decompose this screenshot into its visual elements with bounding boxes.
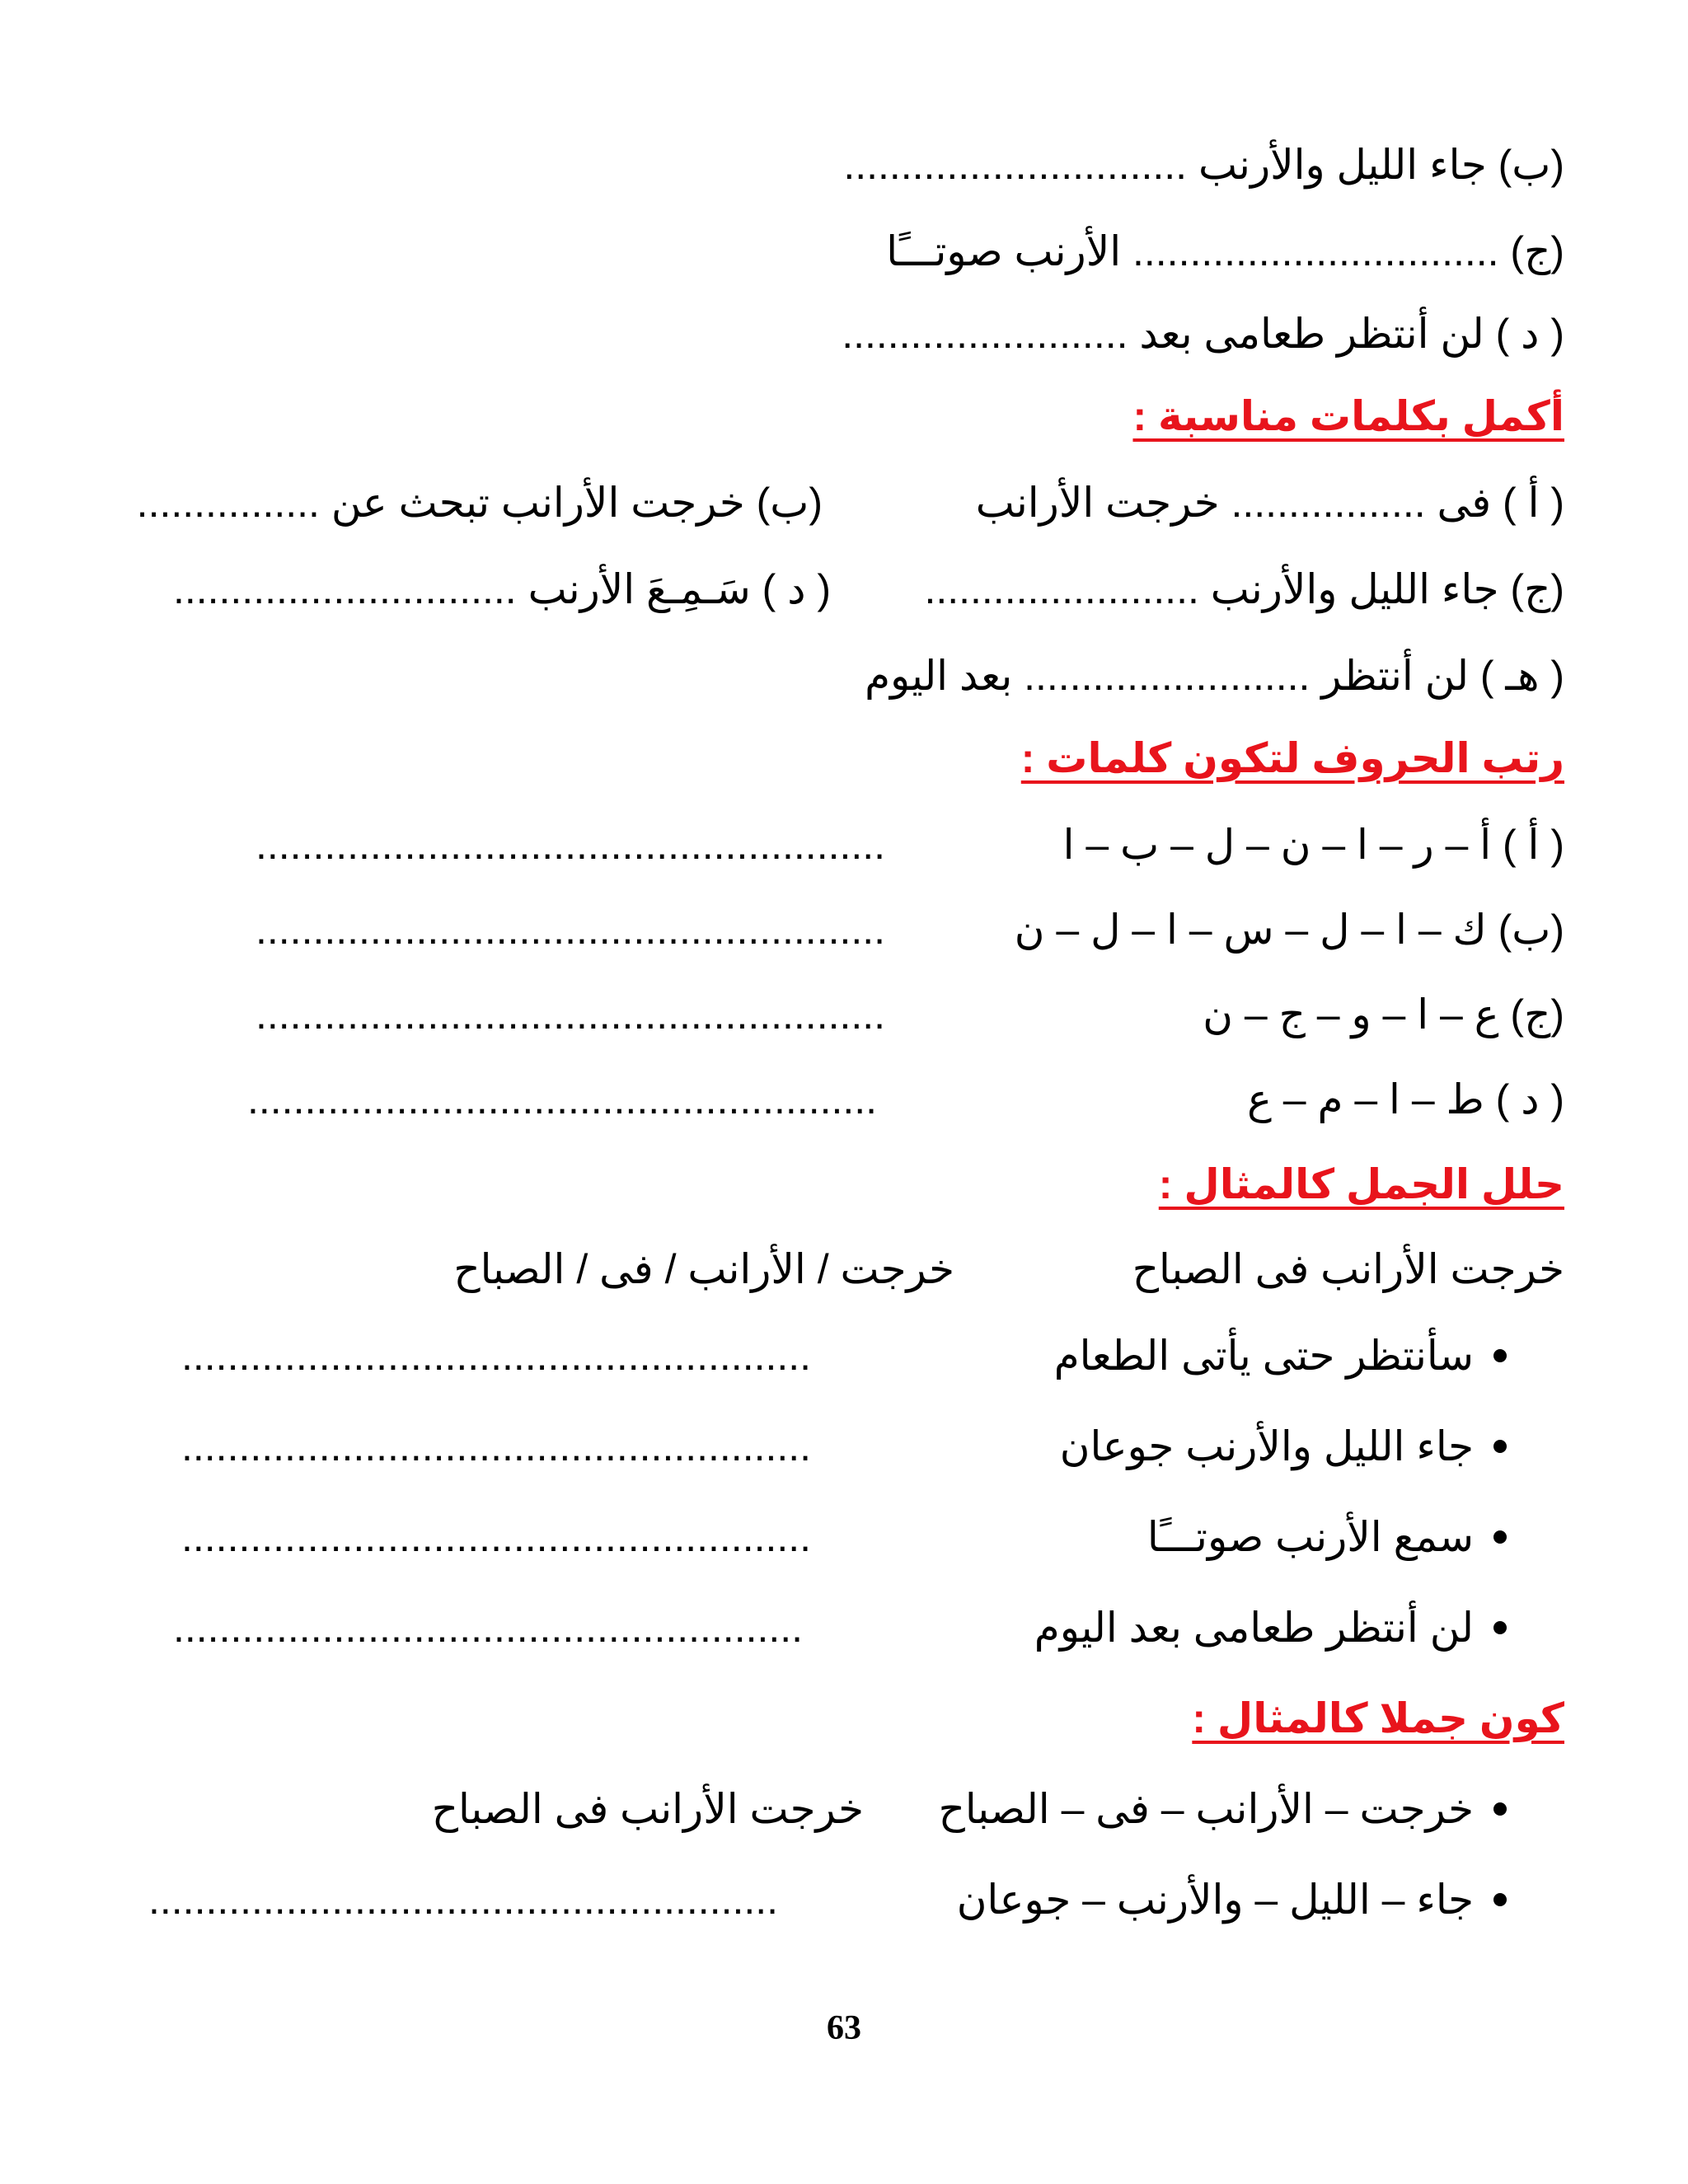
letters-item: ( أ ) أ – ر – ا – ن – ل – ب – ا (1062, 822, 1564, 868)
bullet-icon (1493, 1802, 1507, 1816)
complete-item: (ب) خرجت الأرانب تبحث عن ................ (136, 480, 823, 526)
line-text: ( د ) لن أنتظر طعامى بعد ......................... (842, 311, 1564, 357)
answer-dots: ....................................................... (256, 907, 886, 953)
exercise-line-j (124, 223, 1564, 280)
bullet-icon (1493, 1893, 1507, 1906)
example-sentence: خرجت الأرانب فى الصباح (1132, 1246, 1564, 1292)
line-text: (ج) ................................ الأرنب صوتـــًا (886, 228, 1564, 274)
item-sentence: سمع الأرنب صوتـــًا (1146, 1514, 1474, 1560)
letters-item: ( د ) ط – ا – م – ع (1247, 1076, 1564, 1122)
analyze-example (124, 1240, 1564, 1298)
answer-dots: ....................................................... (148, 1877, 779, 1923)
bullet-icon (1493, 1440, 1507, 1453)
arrange-row (124, 816, 1564, 874)
letters-item: (ج) ع – ا – و – ج – ن (1203, 991, 1564, 1038)
item-words: جاء – الليل – والأرنب – جوعان (956, 1877, 1474, 1923)
complete-row (124, 560, 1564, 618)
complete-item: (ج) جاء الليل والأرنب ........................ (924, 566, 1564, 612)
answer-dots: ....................................................... (256, 991, 886, 1038)
analyze-item (124, 1508, 1564, 1566)
section-heading-complete: أكمل بكلمات مناسبة : (1132, 393, 1564, 439)
answer-dots: ....................................................... (181, 1514, 812, 1560)
section-heading-form-sentences: كون جملا كالمثال : (1192, 1695, 1564, 1741)
answer-dots: ....................................................... (247, 1076, 878, 1122)
answer-dots: ....................................................... (173, 1605, 804, 1651)
item-sentence: لن أنتظر طعامى بعد اليوم (1034, 1605, 1474, 1651)
letters-item: (ب) ك – ا – ل – س – ا – ل – ن (1014, 907, 1564, 953)
bullet-icon (1493, 1349, 1507, 1362)
complete-item: ( أ ) فى ................. خرجت الأرانب (975, 480, 1564, 526)
form-item (124, 1871, 1564, 1929)
arrange-row (124, 1071, 1564, 1128)
example-answer: خرجت / الأرانب / فى / الصباح (453, 1246, 954, 1292)
answer-dots: ....................................................... (181, 1333, 812, 1379)
line-text: (ب) جاء الليل والأرنب .............................. (843, 142, 1564, 188)
item-sentence: سأنتظر حتى يأتى الطعام (1053, 1333, 1474, 1379)
item-sentence: جاء الليل والأرنب جوعان (1059, 1423, 1474, 1469)
analyze-item (124, 1599, 1564, 1657)
arrange-row (124, 901, 1564, 958)
answer-dots: ....................................................... (256, 822, 886, 868)
form-item (124, 1780, 1564, 1838)
answer-dots: ....................................................... (181, 1423, 812, 1469)
complete-item: ( هـ ) لن أنتظر ......................... بعد اليوم (865, 653, 1564, 699)
arrange-row (124, 986, 1564, 1043)
section-heading-analyze: حلل الجمل كالمثال : (1158, 1161, 1564, 1207)
example-answer: خرجت الأرانب فى الصباح (431, 1786, 864, 1832)
page-number: 63 (827, 2009, 861, 2047)
analyze-item (124, 1418, 1564, 1475)
bullet-icon (1493, 1530, 1507, 1544)
item-words: خرجت – الأرانب – فى – الصباح (938, 1786, 1474, 1832)
section-heading-arrange-letters: رتب الحروف لتكون كلمات : (1020, 735, 1564, 781)
complete-item: ( د ) سَـمِـعَ الأرنب .............................. (172, 566, 831, 612)
bullet-icon (1493, 1621, 1507, 1634)
exercise-line-b (124, 136, 1564, 194)
exercise-line-d (124, 305, 1564, 363)
complete-row (124, 647, 1564, 705)
analyze-item (124, 1327, 1564, 1385)
complete-row (124, 474, 1564, 532)
